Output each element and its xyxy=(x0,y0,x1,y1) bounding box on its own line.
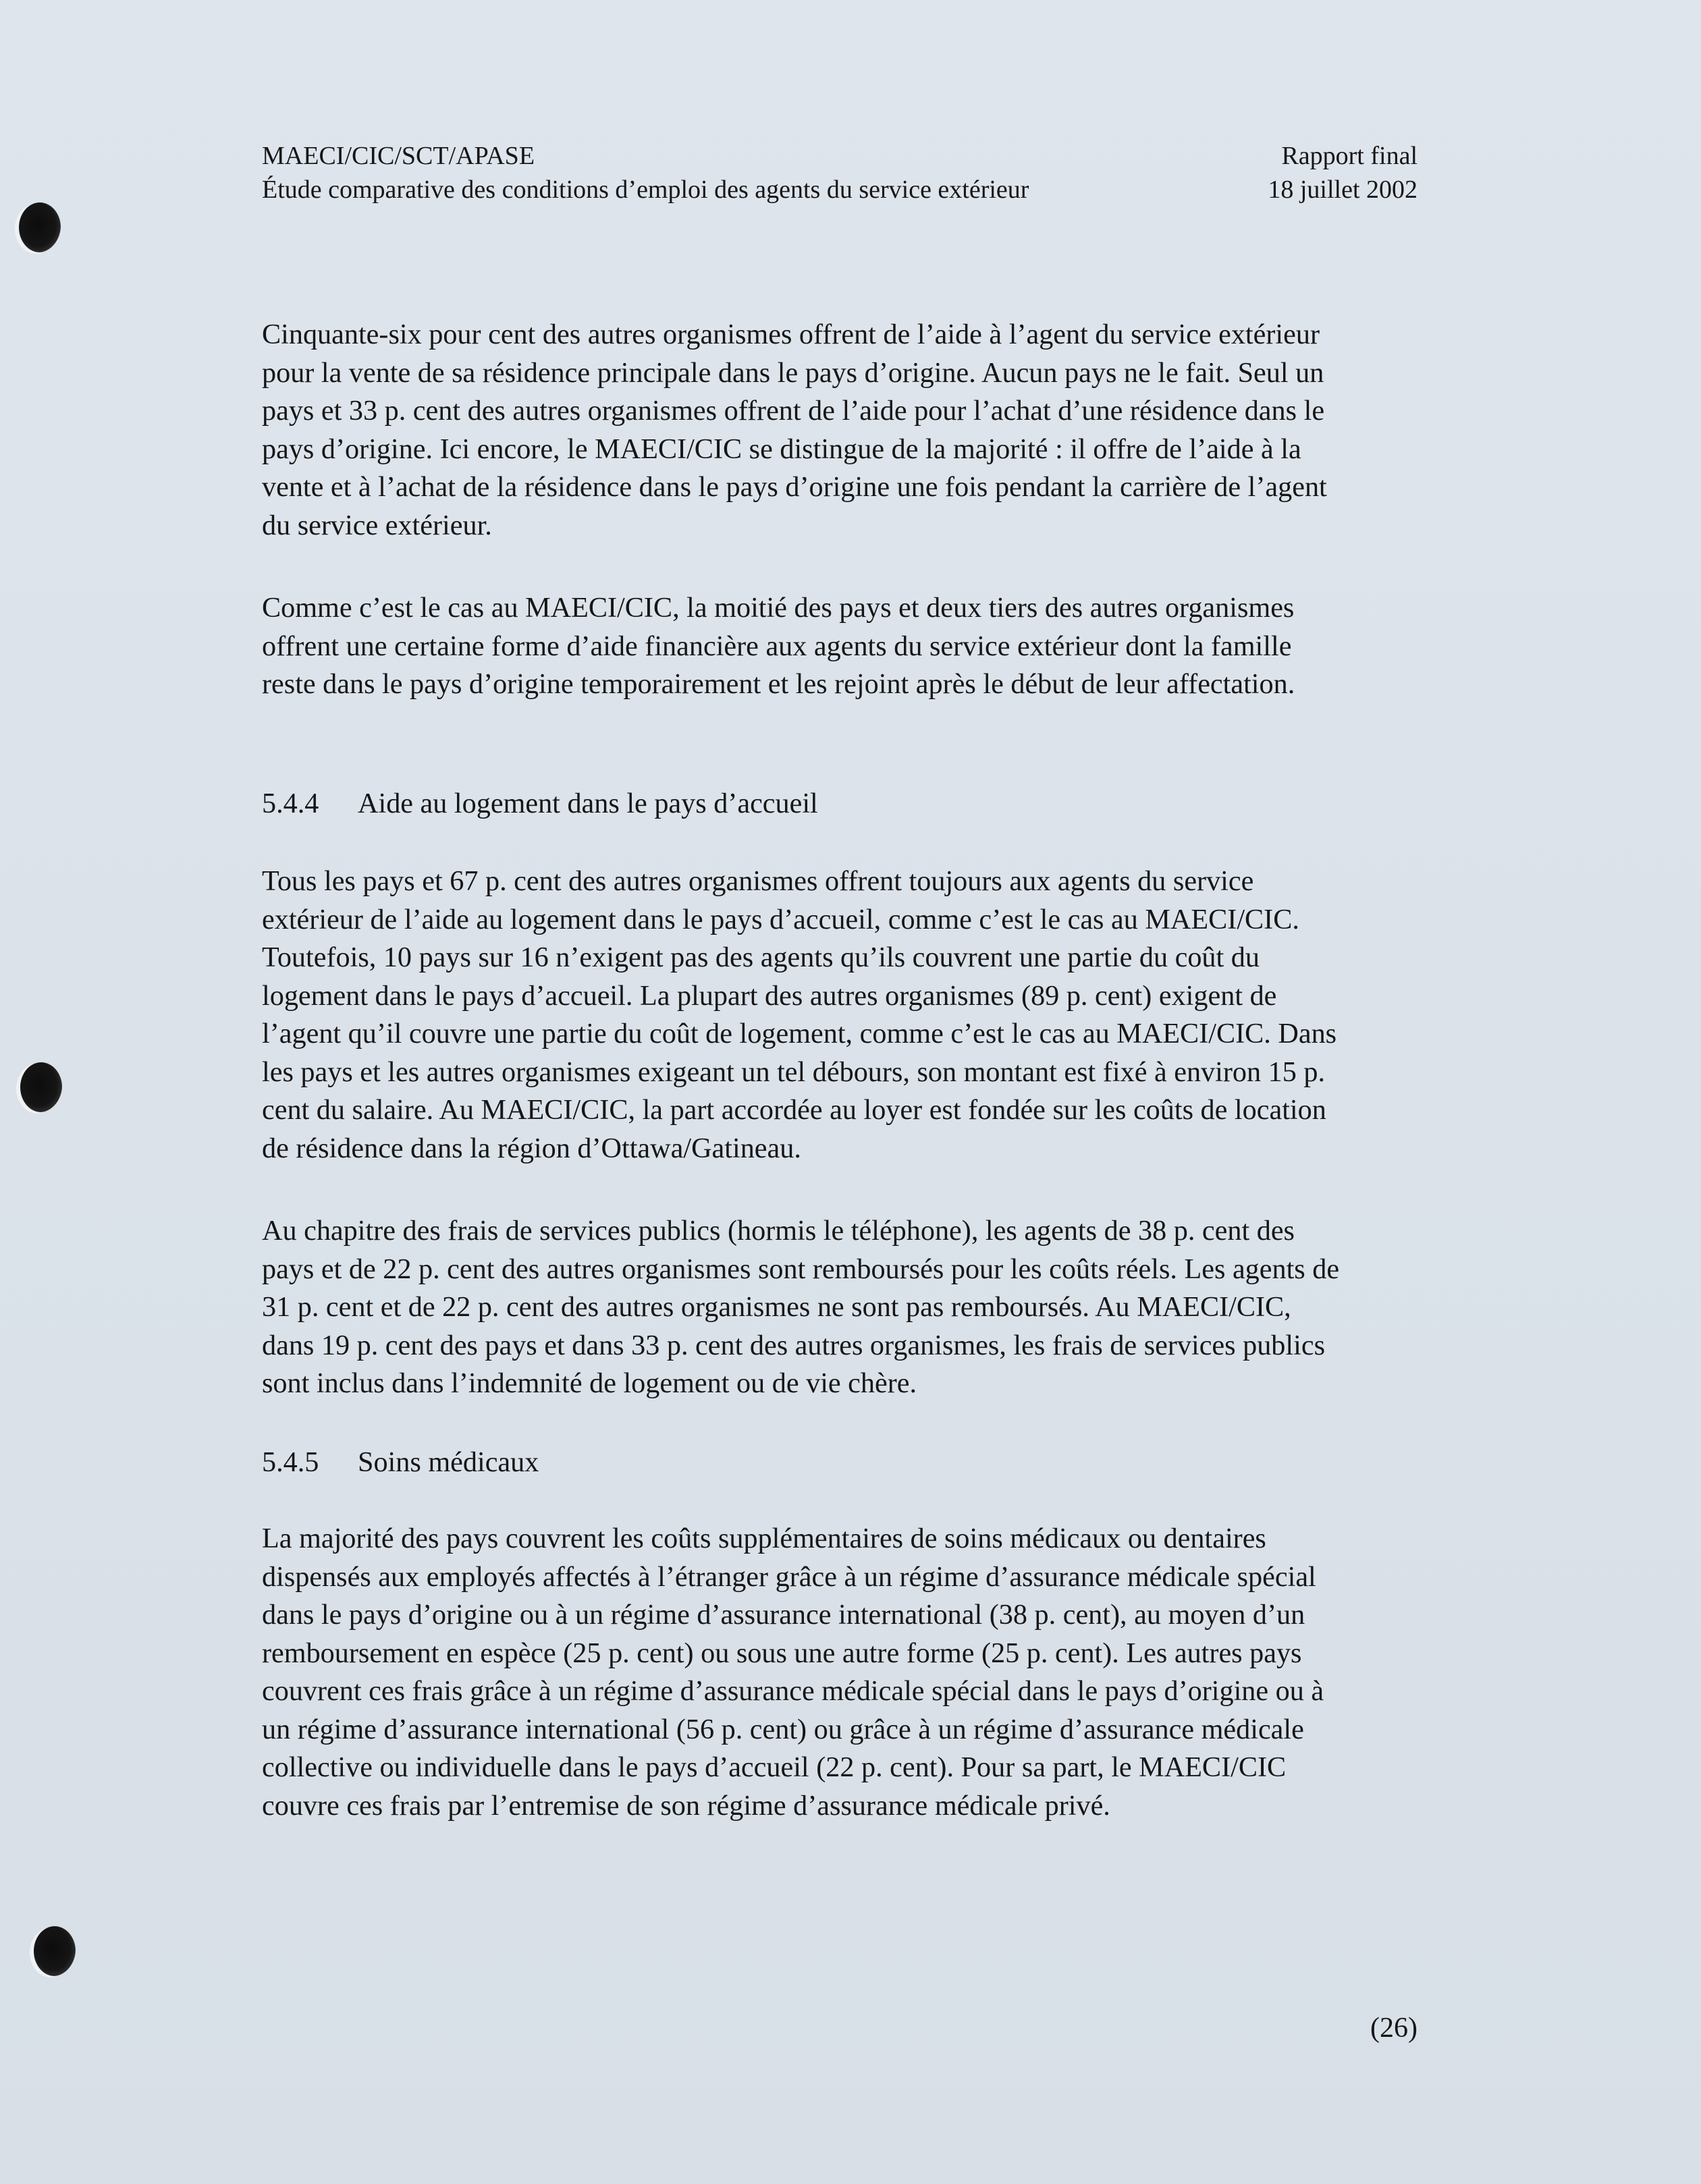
text-line: dispensés aux employés affectés à l’étranger grâce à un régime d’assurance médicale spécial xyxy=(262,1560,1316,1593)
text-line: offrent une certaine forme d’aide financière aux agents du service extérieur dont la famille xyxy=(262,630,1292,662)
paragraph-home-sale-purchase xyxy=(262,316,1436,545)
text-line: Cinquante-six pour cent des autres organismes offrent de l’aide à l’agent du service extérieur xyxy=(262,319,1320,350)
text-line: de résidence dans la région d’Ottawa/Gatineau. xyxy=(262,1132,801,1164)
text-line: les pays et les autres organismes exigeant un tel débours, son montant est fixé à environ 15 p. xyxy=(262,1056,1326,1088)
text-line: l’agent qu’il couvre une partie du coût de logement, comme c’est le cas au MAECI/CIC. Dans xyxy=(262,1018,1337,1049)
text-line: cent du salaire. Au MAECI/CIC, la part accordée au loyer est fondée sur les coûts de location xyxy=(262,1094,1326,1126)
header-study-title: Étude comparative des conditions d’emploi des agents du service extérieur xyxy=(262,175,1029,204)
text-line: Au chapitre des frais de services publics (hormis le téléphone), les agents de 38 p. cent des xyxy=(262,1215,1295,1247)
paragraph-utilities xyxy=(262,1212,1436,1403)
paragraph-medical-care xyxy=(262,1520,1436,1825)
section-title: Aide au logement dans le pays d’accueil xyxy=(358,788,818,819)
text-line: La majorité des pays couvrent les coûts supplémentaires de soins médicaux ou dentaires xyxy=(262,1523,1266,1554)
header-date: 18 juillet 2002 xyxy=(1268,175,1418,204)
text-line: pays d’origine. Ici encore, le MAECI/CIC se distingue de la majorité : il offre de l’aide à la xyxy=(262,433,1301,465)
binder-hole-top xyxy=(19,202,61,252)
paragraph-family-assistance xyxy=(262,589,1436,704)
section-title: Soins médicaux xyxy=(358,1446,539,1478)
text-line: 31 p. cent et de 22 p. cent des autres organismes ne sont pas remboursés. Au MAECI/CIC, xyxy=(262,1291,1291,1323)
binder-hole-bottom xyxy=(34,1926,76,1976)
section-number: 5.4.5 xyxy=(262,1446,319,1478)
text-line: vente et à l’achat de la résidence dans le pays d’origine une fois pendant la carrière de l’agent xyxy=(262,471,1327,503)
text-line: un régime d’assurance international (56 p. cent) ou grâce à un régime d’assurance médicale xyxy=(262,1713,1304,1745)
text-line: collective ou individuelle dans le pays d’accueil (22 p. cent). Pour sa part, le MAECI/CIC xyxy=(262,1751,1287,1783)
text-line: Comme c’est le cas au MAECI/CIC, la moitié des pays et deux tiers des autres organismes xyxy=(262,592,1295,624)
paragraph-housing-assistance xyxy=(262,863,1436,1168)
text-line: pays et de 22 p. cent des autres organismes sont remboursés pour les coûts réels. Les agents de xyxy=(262,1253,1340,1285)
text-line: logement dans le pays d’accueil. La plupart des autres organismes (89 p. cent) exigent de xyxy=(262,979,1277,1012)
header-organizations: MAECI/CIC/SCT/APASE xyxy=(262,142,535,170)
section-number: 5.4.4 xyxy=(262,788,319,819)
section-heading-5-4-5 xyxy=(262,1444,539,1481)
text-line: pour la vente de sa résidence principale dans le pays d’origine. Aucun pays ne le fait. Seul un xyxy=(262,356,1324,389)
text-line: dans 19 p. cent des pays et dans 33 p. cent des autres organismes, les frais de services publics xyxy=(262,1329,1325,1361)
text-line: sont inclus dans l’indemnité de logement ou de vie chère. xyxy=(262,1367,917,1399)
binder-hole-middle xyxy=(20,1062,62,1112)
text-line: dans le pays d’origine ou à un régime d’assurance international (38 p. cent), au moyen d’un xyxy=(262,1599,1305,1631)
text-line: couvrent ces frais grâce à un régime d’assurance médicale spécial dans le pays d’origine ou à xyxy=(262,1675,1324,1707)
text-line: Toutefois, 10 pays sur 16 n’exigent pas des agents qu’ils couvrent une partie du coût du xyxy=(262,941,1260,973)
text-line: du service extérieur. xyxy=(262,509,492,541)
text-line: remboursement en espèce (25 p. cent) ou sous une autre forme (25 p. cent). Les autres pays xyxy=(262,1637,1302,1669)
page-number: (26) xyxy=(1370,2013,1418,2044)
text-line: extérieur de l’aide au logement dans le pays d’accueil, comme c’est le cas au MAECI/CIC. xyxy=(262,903,1299,935)
text-line: Tous les pays et 67 p. cent des autres organismes offrent toujours aux agents du service xyxy=(262,865,1254,897)
header-report-status: Rapport final xyxy=(1281,142,1418,170)
page-header xyxy=(262,139,1418,207)
section-heading-5-4-4 xyxy=(262,785,818,823)
text-line: pays et 33 p. cent des autres organismes offrent de l’aide pour l’achat d’une résidence dans le xyxy=(262,395,1325,427)
text-line: reste dans le pays d’origine temporairement et les rejoint après le début de leur affectation. xyxy=(262,668,1295,700)
text-line: couvre ces frais par l’entremise de son régime d’assurance médicale privé. xyxy=(262,1789,1110,1822)
